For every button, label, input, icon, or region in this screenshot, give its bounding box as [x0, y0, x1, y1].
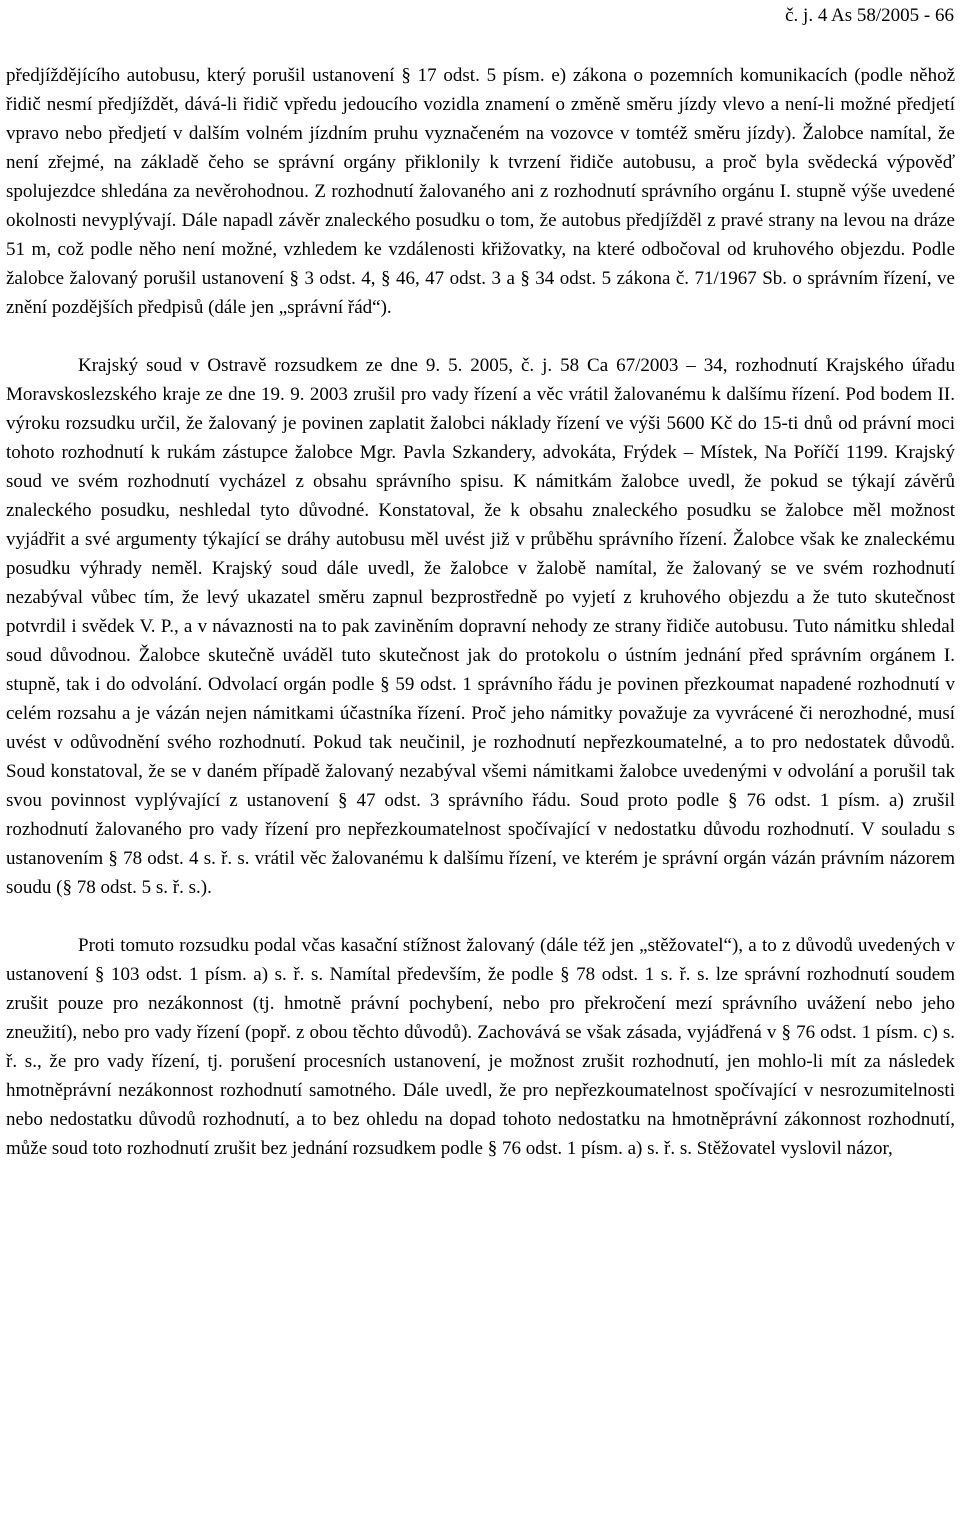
paragraph-cassation-complaint: Proti tomuto rozsudku podal včas kasační stížnost žalovaný (dále též jen „stěžovatel“), a to z důvodů uvedených v ustanovení § 103 odst. 1 písm. a) s. ř. s. Namítal především, že podle § 78 odst. 1 s. ř. s. lze správní rozhodnutí soudem zrušit pouze pro nezákonnost (tj. hmotně právní pochybení, nebo pro překročení mezí správního uvážení nebo jeho zneužití), nebo pro vady řízení (popř. z obou těchto důvodů). Zachovává se však zásada, vyjádřená v § 76 odst. 1 písm. c) s. ř. s., že pro vady řízení, tj. porušení procesních ustanovení, je možnost zrušit rozhodnutí, jen mohlo-li mít za následek hmotněprávní nezákonnost rozhodnutí samotného. Dále uvedl, že pro nepřezkoumatelnost spočívající v nesrozumitelnosti nebo nedostatku důvodů rozhodnutí, a to bez ohledu na dopad tohoto nedostatku na hmotněprávní zákonnost rozhodnutí, může soud toto rozhodnutí zrušit bez jednání rozsudkem podle § 76 odst. 1 písm. a) s. ř. s. Stěžovatel vyslovil názor, [6, 935, 955, 1159]
paragraph-spacer [6, 322, 955, 351]
paragraph-spacer [6, 902, 955, 931]
paragraph-continuation: předjíždějícího autobusu, který porušil ustanovení § 17 odst. 5 písm. e) zákona o pozemních komunikacích (podle něhož řidič nesmí předjíždět, dává-li řidič vpředu jedoucího vozidla znamení o změně směru jízdy vlevo a není-li možné předjetí vpravo nebo předjetí v dalším volném jízdním pruhu vyznačeném na vozovce v tomtéž směru jízdy). Žalobce namítal, že není zřejmé, na základě čeho se správní orgány přiklonily k tvrzení řidiče autobusu, a proč byla svědecká výpověď spolujezdce shledána za nevěrohodnou. Z rozhodnutí žalovaného ani z rozhodnutí správního orgánu I. stupně výše uvedené okolnosti nevyplývají. Dále napadl závěr znaleckého posudku o tom, že autobus předjížděl z pravé strany na levou na dráze 51 m, což podle něho není možné, vzhledem ke vzdálenosti křižovatky, na které odbočoval od kruhového objezdu. Podle žalobce žalovaný porušil ustanovení § 3 odst. 4, § 46, 47 odst. 3 a § 34 odst. 5 zákona č. 71/1967 Sb. o správním řízení, ve znění pozdějších předpisů (dále jen „správní řád“). [6, 65, 955, 318]
document-body [6, 61, 955, 1163]
paragraph-regional-court: Krajský soud v Ostravě rozsudkem ze dne 9. 5. 2005, č. j. 58 Ca 67/2003 – 34, rozhodnutí Krajského úřadu Moravskoslezského kraje ze dne 19. 9. 2003 zrušil pro vady řízení a věc vrátil žalovanému k dalšímu řízení. Pod bodem II. výroku rozsudku určil, že žalovaný je povinen zaplatit žalobci náklady řízení ve výši 5600 Kč do 15-ti dnů od právní moci tohoto rozhodnutí k rukám zástupce žalobce Mgr. Pavla Szkandery, advokáta, Frýdek – Místek, Na Poříčí 1199. Krajský soud ve svém rozhodnutí vycházel z obsahu správního spisu. K námitkám žalobce uvedl, že pokud se týkají závěrů znaleckého posudku, neshledal tyto důvodné. Konstatoval, že k obsahu znaleckého posudku se žalobce měl možnost vyjádřit a své argumenty týkající se dráhy autobusu měl uvést již v průběhu správního řízení. Žalobce však ke znaleckému posudku výhrady neměl. Krajský soud dále uvedl, že žalobce v žalobě namítal, že žalovaný se ve svém rozhodnutí nezabýval vůbec tím, že levý ukazatel směru zapnul bezprostředně po vyjetí z kruhového objezdu a že tuto skutečnost potvrdil i svědek V. P., a v návaznosti na to pak zaviněním dopravní nehody ze strany řidiče autobusu. Tuto námitku shledal soud důvodnou. Žalobce skutečně uváděl tuto skutečnost jak do protokolu o ústním jednání před správním orgánem I. stupně, tak i do odvolání. Odvolací orgán podle § 59 odst. 1 správního řádu je povinen přezkoumat napadené rozhodnutí v celém rozsahu a je vázán nejen námitkami účastníka řízení. Proč jeho námitky považuje za vyvrácené či nerozhodné, musí uvést v odůvodnění svého rozhodnutí. Pokud tak neučinil, je rozhodnutí nepřezkoumatelné, a to pro nedostatek důvodů. Soud konstatoval, že se v daném případě žalovaný nezabýval všemi námitkami žalobce uvedenými v odvolání a porušil tak svou povinnost vyplývající z ustanovení § 47 odst. 3 správního řádu. Soud proto podle § 76 odst. 1 písm. a) zrušil rozhodnutí žalovaného pro vady řízení pro nepřezkoumatelnost spočívající v nedostatku důvodu rozhodnutí. V souladu s ustanovením § 78 odst. 4 s. ř. s. vrátil věc žalovanému k dalšímu řízení, ve kterém je správní orgán vázán právním názorem soudu (§ 78 odst. 5 s. ř. s.). [6, 355, 955, 898]
page-header-case-number: č. j. 4 As 58/2005 - 66 [785, 5, 954, 26]
